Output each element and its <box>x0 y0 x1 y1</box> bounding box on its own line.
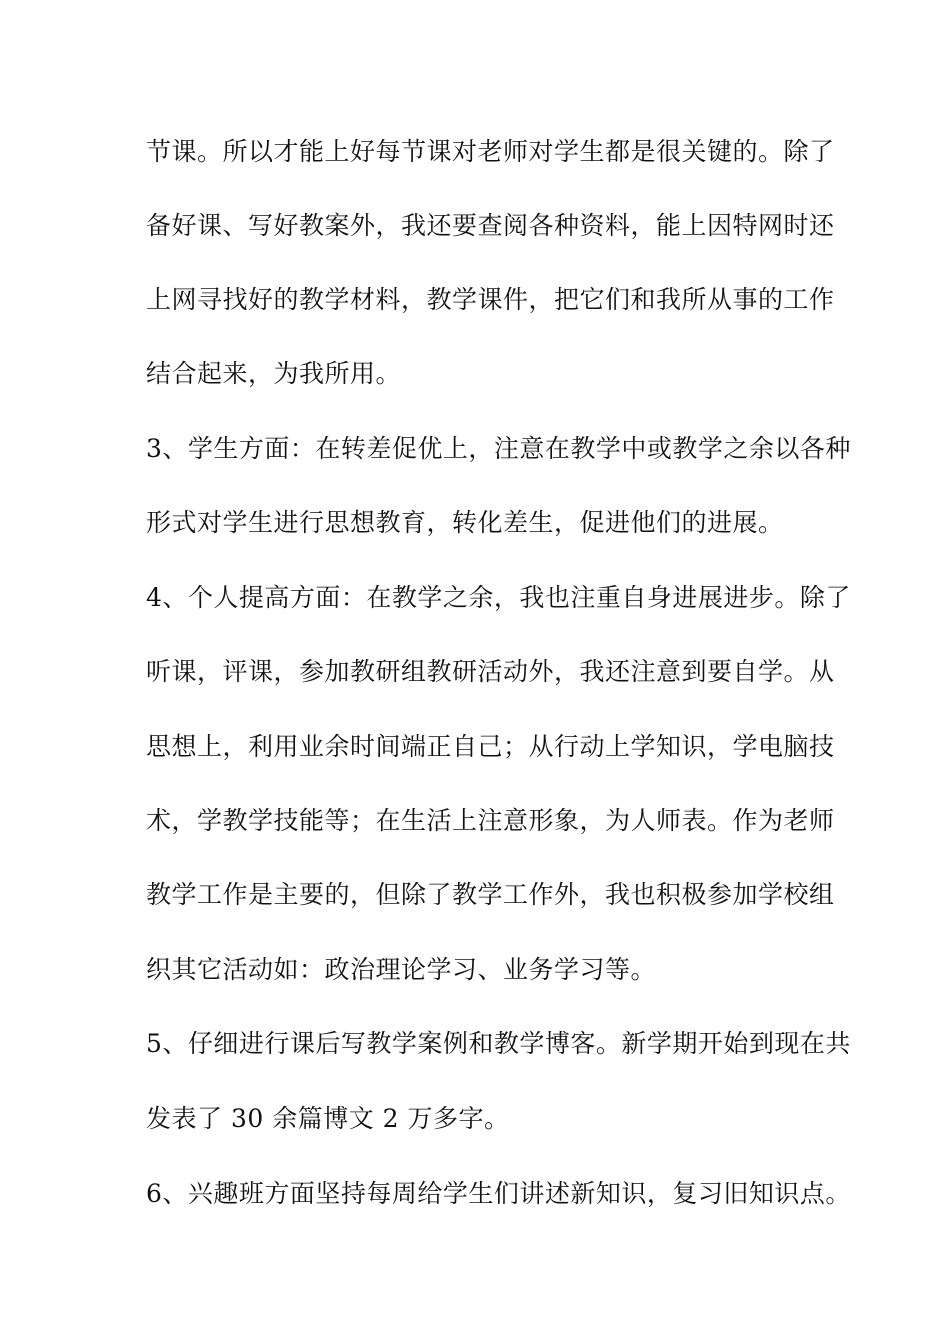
paragraph-line: 节课。所以才能上好每节课对老师对学生都是很关键的。除了 <box>146 137 835 166</box>
paragraph-line: 备好课、写好教案外，我还要查阅各种资料，能上因特网时还 <box>146 211 835 240</box>
paragraph-line: 发表了 30 余篇博文 2 万多字。 <box>146 1104 510 1133</box>
paragraph-line: 4、个人提高方面：在教学之余，我也注重自身进展进步。除了 <box>146 583 851 612</box>
paragraph-line: 结合起来，为我所用。 <box>146 359 402 388</box>
paragraph-line: 3、学生方面：在转差促优上，注意在教学中或教学之余以各种 <box>146 434 851 463</box>
paragraph-line: 听课，评课，参加教研组教研活动外，我还注意到要自学。从 <box>146 657 835 686</box>
paragraph-line: 思想上，利用业余时间端正自己；从行动上学知识，学电脑技 <box>146 732 835 761</box>
paragraph-line: 上网寻找好的教学材料，教学课件，把它们和我所从事的工作 <box>146 285 835 314</box>
paragraph-line: 织其它活动如：政治理论学习、业务学习等。 <box>146 955 657 984</box>
paragraph-line: 形式对学生进行思想教育，转化差生，促进他们的进展。 <box>146 508 784 537</box>
paragraph-line: 5、仔细进行课后写教学案例和教学博客。新学期开始到现在共 <box>146 1029 851 1058</box>
paragraph-line: 教学工作是主要的，但除了教学工作外，我也积极参加学校组 <box>146 880 835 909</box>
paragraph-line: 6、兴趣班方面坚持每周给学生们讲述新知识，复习旧知识点。 <box>146 1179 851 1208</box>
paragraph-line: 术，学教学技能等；在生活上注意形象，为人师表。作为老师 <box>146 806 835 835</box>
